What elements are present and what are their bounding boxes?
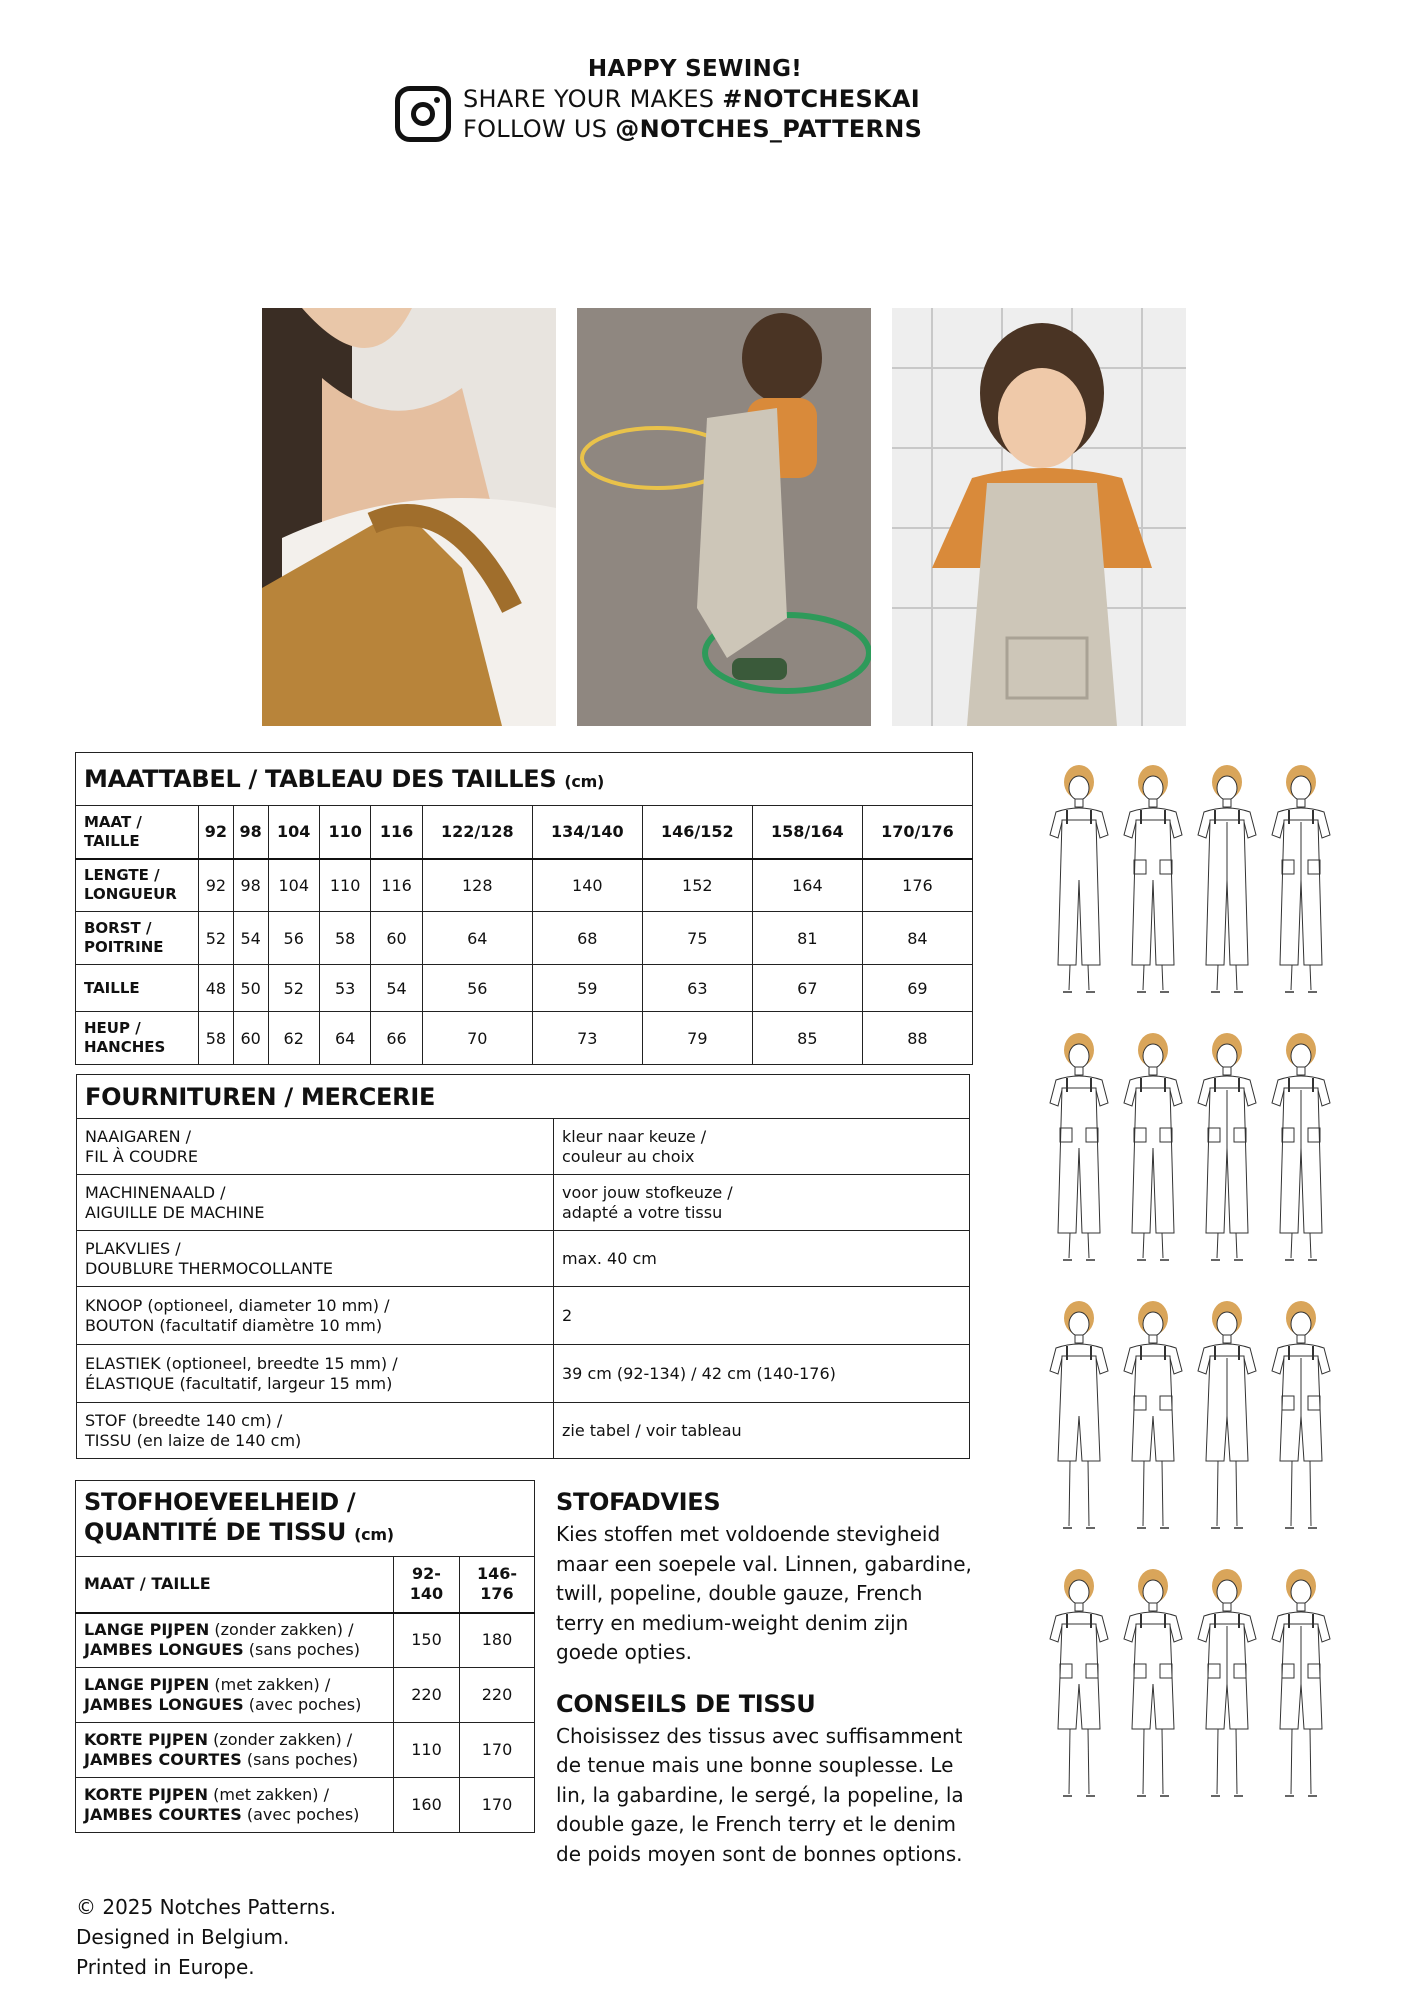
- printed-in: Printed in Europe.: [76, 1955, 255, 1979]
- garment-figure: [1042, 760, 1116, 1000]
- garment-figure: [1116, 760, 1190, 1000]
- figure-row: [1042, 1028, 1342, 1296]
- share-line: SHARE YOUR MAKES #NOTCHESKAI: [463, 85, 921, 113]
- supplies-title: FOURNITUREN / MERCERIE: [77, 1075, 970, 1119]
- advice-title-nl: STOFADVIES: [556, 1488, 721, 1516]
- table-row: KORTE PIJPEN (zonder zakken) / JAMBES COURTES (sans poches) 110 170: [76, 1723, 535, 1778]
- garment-figure: [1264, 1028, 1338, 1268]
- table-row: KNOOP (optioneel, diameter 10 mm) / BOUTON (facultatif diamètre 10 mm) 2: [77, 1287, 970, 1345]
- header-title: HAPPY SEWING!: [587, 56, 803, 82]
- garment-figure: [1116, 1028, 1190, 1268]
- garment-figure: [1116, 1564, 1190, 1804]
- table-row: TAILLE 48 50 52 53 54 56 59 63 67 69: [76, 965, 973, 1012]
- supplies-table: [76, 1074, 970, 1459]
- table-row: KORTE PIJPEN (met zakken) / JAMBES COURTES (avec poches) 160 170: [76, 1778, 535, 1833]
- table-row: LANGE PIJPEN (met zakken) / JAMBES LONGUES (avec poches) 220 220: [76, 1668, 535, 1723]
- photo-child-mustard-overall: [262, 308, 556, 726]
- footer: [76, 1892, 336, 1982]
- copyright: © 2025 Notches Patterns.: [76, 1895, 337, 1919]
- garment-figure: [1190, 760, 1264, 1000]
- fabric-advice: [556, 1488, 976, 1869]
- designed-in: Designed in Belgium.: [76, 1925, 290, 1949]
- size-table-title: MAATTABEL / TABLEAU DES TAILLES (cm): [76, 753, 973, 806]
- fabric-quantity-table: [75, 1480, 535, 1833]
- photo-child-playing-hoops: [577, 308, 871, 726]
- follow-line: FOLLOW US @NOTCHES_PATTERNS: [463, 115, 923, 143]
- table-row: NAAIGAREN / FIL À COUDRE kleur naar keuze / couleur au choix: [77, 1119, 970, 1175]
- table-row: MAAT / TAILLE 92 98 104 110 116 122/128 134/140 146/152 158/164 170/176: [76, 806, 973, 859]
- hashtag[interactable]: #NOTCHESKAI: [722, 85, 921, 113]
- figure-row: [1042, 760, 1342, 1028]
- instagram-icon: [395, 86, 451, 142]
- instagram-handle[interactable]: @NOTCHES_PATTERNS: [615, 115, 923, 143]
- advice-title-fr: CONSEILS DE TISSU: [556, 1689, 816, 1718]
- garment-figure: [1042, 1296, 1116, 1536]
- advice-text-fr: Choisissez des tissus avec suffisamment de tenue mais une bonne souplesse. Le lin, la gabardine, le sergé, la popeline, la double gaze, le French terry et le denim de poids moyen sont de bonnes options.: [556, 1723, 964, 1866]
- garment-figure: [1190, 1028, 1264, 1268]
- garment-figure: [1042, 1564, 1116, 1804]
- garment-figure: [1042, 1028, 1116, 1268]
- table-row: ELASTIEK (optioneel, breedte 15 mm) / ÉLASTIQUE (facultatif, largeur 15 mm) 39 cm (92-134) / 42 cm (140-176): [77, 1345, 970, 1403]
- fabric-title: STOFHOEVEELHEID / QUANTITÉ DE TISSU (cm): [76, 1481, 535, 1557]
- garment-figure: [1264, 760, 1338, 1000]
- photo-child-tiled-wall: [892, 308, 1186, 726]
- garment-figure: [1264, 1564, 1338, 1804]
- garment-figure: [1190, 1564, 1264, 1804]
- advice-text-nl: Kies stoffen met voldoende stevigheid maar een soepele val. Linnen, gabardine, twill, popeline, double gauze, French terry en medium-weight denim zijn goede opties.: [556, 1522, 972, 1664]
- table-row: MACHINENAALD / AIGUILLE DE MACHINE voor jouw stofkeuze / adapté a votre tissu: [77, 1175, 970, 1231]
- technical-drawings: [1042, 760, 1342, 1832]
- table-row: STOF (breedte 140 cm) / TISSU (en laize de 140 cm) zie tabel / voir tableau: [77, 1403, 970, 1459]
- table-row: PLAKVLIES / DOUBLURE THERMOCOLLANTE max. 40 cm: [77, 1231, 970, 1287]
- header: [395, 56, 1035, 144]
- figure-row: [1042, 1296, 1342, 1564]
- table-row: HEUP / HANCHES 58 60 62 64 66 70 73 79 85 88: [76, 1012, 973, 1065]
- table-row: BORST / POITRINE 52 54 56 58 60 64 68 75 81 84: [76, 912, 973, 965]
- table-row: MAAT / TAILLE 92-140 146-176: [76, 1557, 535, 1613]
- figure-row: [1042, 1564, 1342, 1832]
- garment-figure: [1116, 1296, 1190, 1536]
- table-row: LANGE PIJPEN (zonder zakken) / JAMBES LONGUES (sans poches) 150 180: [76, 1613, 535, 1668]
- table-row: LENGTE / LONGUEUR 92 98 104 110 116 128 140 152 164 176: [76, 859, 973, 912]
- size-table: [75, 752, 973, 1065]
- garment-figure: [1190, 1296, 1264, 1536]
- garment-figure: [1264, 1296, 1338, 1536]
